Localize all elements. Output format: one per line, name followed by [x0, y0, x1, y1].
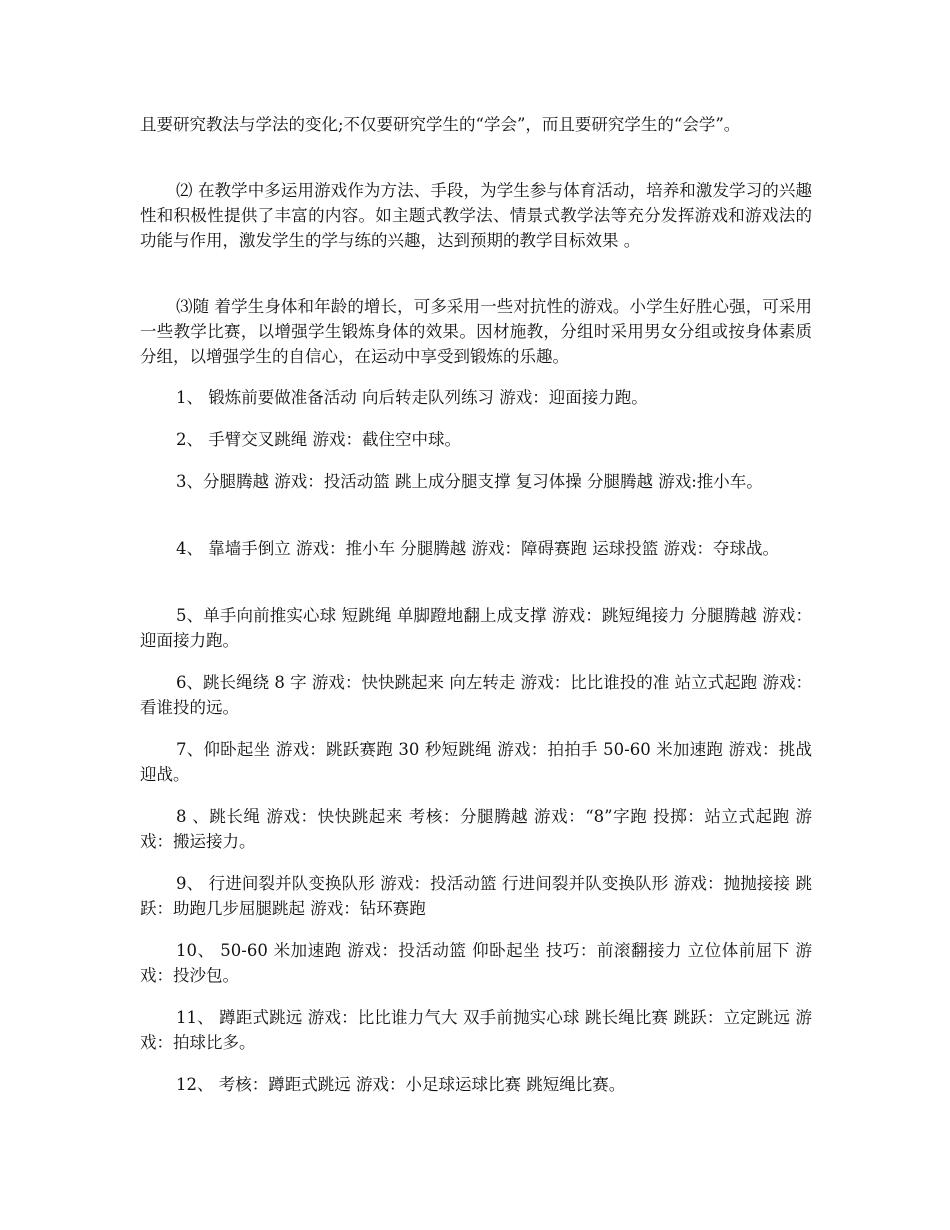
list-item-11: 11、 蹲距式跳远 游戏：比比谁力气大 双手前抛实心球 跳长绳比赛 跳跃：立定跳远 游戏：拍球比多。 [140, 1008, 812, 1052]
list-item-7: 7、仰卧起坐 游戏：跳跃赛跑 30 秒短跳绳 游戏：拍拍手 50-60 米加速跑 游戏：挑战迎战。 [140, 740, 812, 784]
list-item-2: 2、 手臂交叉跳绳 游戏：截住空中球。 [176, 430, 461, 449]
paragraph-point-3-competitive-games: ⑶随 着学生身体和年龄的增长，可多采用一些对抗性的游戏。小学生好胜心强，可采用一些教学比赛，以增强学生锻炼身体的效果。因材施教，分组时采用男女分组或按身体素质分组，以增强学生的自信心，在运动中享受到锻炼的乐趣。 [140, 297, 812, 366]
list-item-12: 12、 考核：蹲距式跳远 游戏：小足球运球比赛 跳短绳比赛。 [176, 1075, 626, 1094]
list-item-6: 6、跳长绳绕 8 字 游戏：快快跳起来 向左转走 游戏：比比谁投的准 站立式起跑 游戏：看谁投的远。 [140, 673, 812, 717]
paragraph-point-2-games: ⑵ 在教学中多运用游戏作为方法、手段，为学生参与体育活动，培养和激发学习的兴趣性和积极性提供了丰富的内容。如主题式教学法、情景式教学法等充分发挥游戏和游戏法的功能与作用，激发学生的学与练的兴趣，达到预期的教学目标效果 。 [140, 181, 812, 250]
list-item-1: 1、 锻炼前要做准备活动 向后转走队列练习 游戏：迎面接力跑。 [176, 388, 648, 407]
list-item-4: 4、 靠墙手倒立 游戏：推小车 分腿腾越 游戏：障碍赛跑 运球投篮 游戏：夺球战。 [176, 539, 779, 558]
list-item-10: 10、 50-60 米加速跑 游戏：投活动篮 仰卧起坐 技巧：前滚翻接力 立位体前屈下 游戏：投沙包。 [140, 941, 812, 985]
paragraph-teaching-method-continuation: 且要研究教法与学法的变化;不仅要研究学生的“学会”，而且要研究学生的“会学”。 [140, 115, 741, 134]
list-item-9: 9、 行进间裂并队变换队形 游戏：投活动篮 行进间裂并队变换队形 游戏：抛抛接接 跳跃：助跑几步屈腿跳起 游戏：钻环赛跑 [140, 874, 812, 918]
list-item-5: 5、单手向前推实心球 短跳绳 单脚蹬地翻上成支撑 游戏：跳短绳接力 分腿腾越 游戏：迎面接力跑。 [140, 606, 812, 650]
list-item-8: 8 、跳长绳 游戏：快快跳起来 考核：分腿腾越 游戏：“8”字跑 投掷：站立式起跑 游戏：搬运接力。 [140, 807, 812, 851]
list-item-3: 3、分腿腾越 游戏：投活动篮 跳上成分腿支撑 复习体操 分腿腾越 游戏:推小车。 [176, 472, 763, 491]
